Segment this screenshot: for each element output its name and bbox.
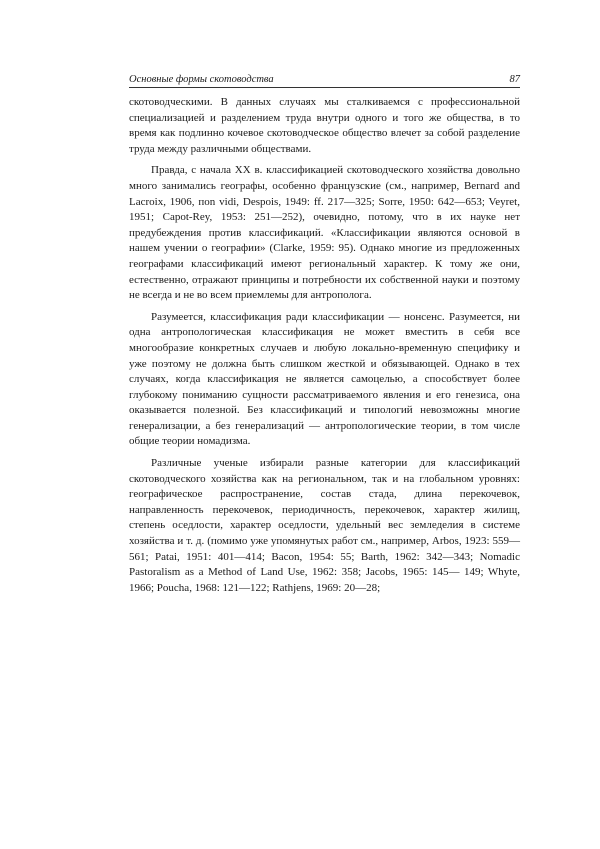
paragraph-classification-purpose: Разумеется, классификация ради классификации — нонсенс. Разумеется, ни одна антропологическая классификация не может вместить в себя все многообразие конкретных случаев и любую локально-временную специфику и уже поэтому не должна быть слишком жесткой и обязывающей. Однако в тех случаях, когда классификация не является самоцелью, а способствует более глубокому пониманию сущности рассматриваемого явления и его генезиса, она оказывается полезной. Без классификаций и типологий невозможны многие генерализации, а без генерализаций — антропологические теории, в том числе общие теории номадизма. (129, 310, 520, 448)
paragraph-geographers: Правда, с начала XX в. классификацией скотоводческого хозяйства довольно много занимались географы, особенно французские (см., например, Bernard and Lacroix, 1906, пon vidi, Despois, 1949: ff. 217—325; Sorre, 1950: 642—653; Veyret, 1951; Capot-Rey, 1953: 251—252), очевидно, потому, что в их науке нет предубеждения против классификаций. «Классификации являются основой в нашем учении о географии» (Clarke, 1959: 95). Однако многие из предложенных географами классификаций имеют региональный характер. К тому же они, естественно, отражают принципы и потребности их собственной науки и поэтому не всегда и не во всем приемлемы для антрополога. (129, 164, 520, 302)
paragraph-continuation: скотоводческими. В данных случаях мы сталкиваемся с профессиональной специализацией и разделением труда внутри одного и того же общества, в то время как подлинно кочевое скотоводческое общество влечет за собой разделение труда между различными обществами. (129, 96, 520, 155)
page-number: 87 (509, 74, 520, 85)
paragraph-categories: Различные ученые избирали разные категории для классификаций скотоводческого хозяйства как на региональном, так и на глобальном уровнях: географическое распространение, состав стада, длина перекочевок, направленность перекочевок, периодичность, перекочевок, характер жилищ, степень оседлости, характер оседлости, удельный вес земледелия в системе хозяйства и т. д. (помимо уже упомянутых работ см., например, Arbos, 1923: 559—561; Patai, 1951: 401—414; Bacon, 1954: 55; Barth, 1962: 342—343; Nomadic Pastoralism as a Method of Land Use, 1962: 358; Jacobs, 1965: 145— 149; Whyte, 1966; Poucha, 1968: 121—122; Rathjens, 1969: 20—28; (129, 457, 520, 594)
running-head (129, 73, 520, 88)
body-text (129, 95, 520, 602)
running-head-title: Основные формы скотоводства (129, 74, 274, 85)
